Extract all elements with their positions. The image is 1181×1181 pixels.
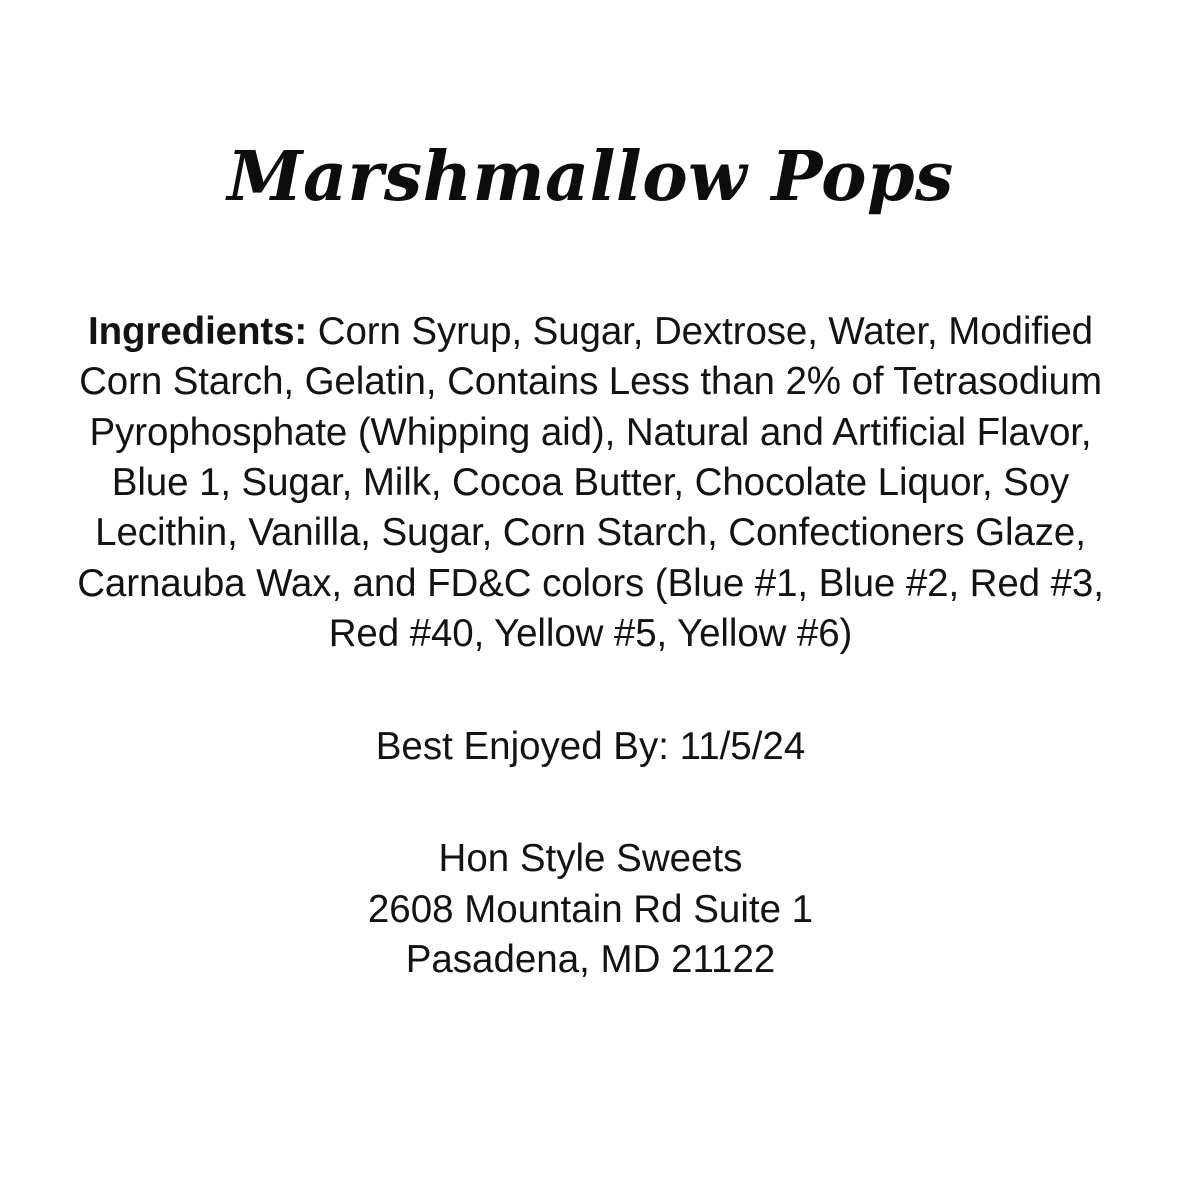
company-address-line-2: Pasadena, MD 21122: [405, 938, 776, 982]
ingredients-text: Corn Syrup, Sugar, Dextrose, Water, Modified Corn Starch, Gelatin, Contains Less than 2% of Tetrasodium Pyrophosphate (Whipping aid), Natural and Artificial Flavor, Blue 1, Sugar, Milk, Cocoa Butter, Chocolate Liquor, Soy Lecithin, Vanilla, Sugar, Corn Starch, Confectioners Glaze, Carnauba Wax, and FD&C colors (Blue #1, Blue #2, Red #3, Red #40, Yellow #5, Yellow #6): [77, 309, 1104, 656]
company-block: [368, 834, 813, 985]
ingredients-block: [71, 307, 1111, 660]
ingredients-heading: Ingredients:: [88, 309, 308, 353]
company-name: Hon Style Sweets: [438, 837, 743, 881]
page-title: Marshmallow Pops: [227, 137, 954, 217]
best-by-text: Best Enjoyed By: 11/5/24: [375, 724, 806, 768]
company-address-line-1: 2608 Mountain Rd Suite 1: [367, 887, 814, 931]
